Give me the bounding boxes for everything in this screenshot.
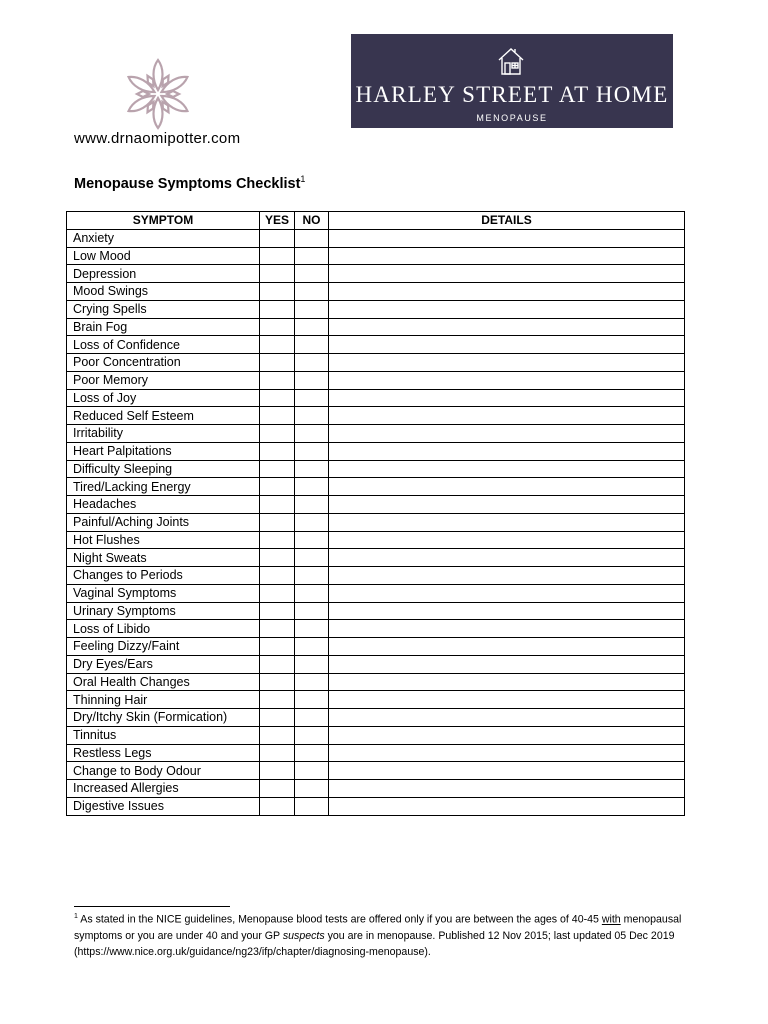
table-row — [67, 726, 685, 744]
yes-cell[interactable] — [260, 567, 295, 585]
footnote-divider — [74, 906, 230, 907]
details-cell[interactable] — [329, 584, 685, 602]
symptom-cell: Loss of Libido — [67, 620, 260, 638]
table-row — [67, 567, 685, 585]
table-row — [67, 354, 685, 372]
table-row — [67, 407, 685, 425]
no-cell[interactable] — [295, 371, 329, 389]
no-cell[interactable] — [295, 744, 329, 762]
brand-logo — [351, 34, 673, 128]
yes-cell[interactable] — [260, 638, 295, 656]
table-row — [67, 283, 685, 301]
details-cell[interactable] — [329, 797, 685, 815]
page-title-text: Menopause Symptoms Checklist — [74, 175, 301, 192]
yes-cell[interactable] — [260, 602, 295, 620]
no-cell[interactable] — [295, 389, 329, 407]
table-row — [67, 744, 685, 762]
symptom-cell: Heart Palpitations — [67, 442, 260, 460]
symptom-cell: Dry Eyes/Ears — [67, 655, 260, 673]
yes-cell[interactable] — [260, 407, 295, 425]
no-cell[interactable] — [295, 531, 329, 549]
house-icon — [497, 46, 525, 76]
details-cell[interactable] — [329, 354, 685, 372]
yes-cell[interactable] — [260, 389, 295, 407]
no-cell[interactable] — [295, 496, 329, 514]
symptom-cell: Difficulty Sleeping — [67, 460, 260, 478]
yes-cell[interactable] — [260, 584, 295, 602]
no-cell[interactable] — [295, 638, 329, 656]
symptom-cell: Changes to Periods — [67, 567, 260, 585]
symptom-cell: Thinning Hair — [67, 691, 260, 709]
yes-cell[interactable] — [260, 549, 295, 567]
no-cell[interactable] — [295, 762, 329, 780]
yes-cell[interactable] — [260, 354, 295, 372]
symptoms-table — [66, 211, 685, 816]
table-row — [67, 780, 685, 798]
no-cell[interactable] — [295, 584, 329, 602]
table-row — [67, 762, 685, 780]
symptom-cell: Hot Flushes — [67, 531, 260, 549]
yes-cell[interactable] — [260, 620, 295, 638]
footnote-marker: 1 — [74, 913, 78, 920]
details-cell[interactable] — [329, 567, 685, 585]
yes-cell[interactable] — [260, 265, 295, 283]
table-row — [67, 247, 685, 265]
details-cell[interactable] — [329, 283, 685, 301]
symptom-cell: Tinnitus — [67, 726, 260, 744]
details-cell[interactable] — [329, 709, 685, 727]
symptom-cell: Headaches — [67, 496, 260, 514]
symptom-cell: Brain Fog — [67, 318, 260, 336]
symptom-cell: Irritability — [67, 425, 260, 443]
yes-cell[interactable] — [260, 655, 295, 673]
table-body — [67, 229, 685, 815]
yes-cell[interactable] — [260, 513, 295, 531]
yes-cell[interactable] — [260, 496, 295, 514]
brand-name: HARLEY STREET AT HOME — [355, 82, 669, 107]
no-cell[interactable] — [295, 797, 329, 815]
no-cell[interactable] — [295, 460, 329, 478]
yes-cell[interactable] — [260, 797, 295, 815]
table-row — [67, 318, 685, 336]
no-cell[interactable] — [295, 655, 329, 673]
symptom-cell: Anxiety — [67, 229, 260, 247]
symptom-cell: Night Sweats — [67, 549, 260, 567]
no-cell[interactable] — [295, 691, 329, 709]
details-cell[interactable] — [329, 513, 685, 531]
page-title — [74, 174, 305, 192]
footnote-reference: 1 — [300, 174, 306, 184]
table-row — [67, 371, 685, 389]
symptom-cell: Change to Body Odour — [67, 762, 260, 780]
details-cell[interactable] — [329, 460, 685, 478]
table-row — [67, 549, 685, 567]
table-row — [67, 478, 685, 496]
table-row — [67, 229, 685, 247]
table-row — [67, 425, 685, 443]
yes-cell[interactable] — [260, 336, 295, 354]
symptom-cell: Low Mood — [67, 247, 260, 265]
symptom-cell: Restless Legs — [67, 744, 260, 762]
table-row — [67, 300, 685, 318]
yes-cell[interactable] — [260, 531, 295, 549]
header-yes: YES — [260, 212, 295, 230]
details-cell[interactable] — [329, 496, 685, 514]
symptom-cell: Mood Swings — [67, 283, 260, 301]
table-row — [67, 496, 685, 514]
details-cell[interactable] — [329, 744, 685, 762]
no-cell[interactable] — [295, 265, 329, 283]
no-cell[interactable] — [295, 247, 329, 265]
symptom-cell: Increased Allergies — [67, 780, 260, 798]
no-cell[interactable] — [295, 602, 329, 620]
yes-cell[interactable] — [260, 283, 295, 301]
symptom-cell: Vaginal Symptoms — [67, 584, 260, 602]
table-header-row — [67, 212, 685, 230]
yes-cell[interactable] — [260, 726, 295, 744]
details-cell[interactable] — [329, 318, 685, 336]
symptom-cell: Crying Spells — [67, 300, 260, 318]
table-row — [67, 620, 685, 638]
details-cell[interactable] — [329, 691, 685, 709]
symptom-cell: Oral Health Changes — [67, 673, 260, 691]
table-row — [67, 691, 685, 709]
table-row — [67, 709, 685, 727]
footnote-text: you are in menopause. Published 12 Nov 2015; last updated 05 Dec 2019 (https://www.nice.org.uk/guidance/ng23/ifp/chapter/diagnosing-menopause). — [74, 929, 675, 958]
details-cell[interactable] — [329, 336, 685, 354]
symptom-cell: Feeling Dizzy/Faint — [67, 638, 260, 656]
table-row — [67, 513, 685, 531]
no-cell[interactable] — [295, 336, 329, 354]
no-cell[interactable] — [295, 780, 329, 798]
details-cell[interactable] — [329, 673, 685, 691]
table-row — [67, 584, 685, 602]
details-cell[interactable] — [329, 726, 685, 744]
details-cell[interactable] — [329, 602, 685, 620]
details-cell[interactable] — [329, 247, 685, 265]
yes-cell[interactable] — [260, 247, 295, 265]
table-row — [67, 265, 685, 283]
footnote-text: As stated in the NICE guidelines, Menopause blood tests are offered only if you are between the ages of 40-45 — [77, 913, 602, 926]
table-row — [67, 602, 685, 620]
yes-cell[interactable] — [260, 673, 295, 691]
no-cell[interactable] — [295, 620, 329, 638]
no-cell[interactable] — [295, 513, 329, 531]
yes-cell[interactable] — [260, 229, 295, 247]
no-cell[interactable] — [295, 354, 329, 372]
table-row — [67, 655, 685, 673]
no-cell[interactable] — [295, 283, 329, 301]
brand-subtitle: MENOPAUSE — [476, 113, 548, 123]
symptom-cell: Depression — [67, 265, 260, 283]
table-row — [67, 531, 685, 549]
details-cell[interactable] — [329, 229, 685, 247]
no-cell[interactable] — [295, 709, 329, 727]
symptom-cell: Loss of Confidence — [67, 336, 260, 354]
yes-cell[interactable] — [260, 371, 295, 389]
details-cell[interactable] — [329, 407, 685, 425]
no-cell[interactable] — [295, 567, 329, 585]
footnote-italic-text: suspects — [282, 929, 325, 942]
no-cell[interactable] — [295, 300, 329, 318]
yes-cell[interactable] — [260, 460, 295, 478]
yes-cell[interactable] — [260, 709, 295, 727]
yes-cell[interactable] — [260, 442, 295, 460]
details-cell[interactable] — [329, 549, 685, 567]
yes-cell[interactable] — [260, 780, 295, 798]
details-cell[interactable] — [329, 265, 685, 283]
no-cell[interactable] — [295, 318, 329, 336]
yes-cell[interactable] — [260, 425, 295, 443]
details-cell[interactable] — [329, 620, 685, 638]
yes-cell[interactable] — [260, 300, 295, 318]
yes-cell[interactable] — [260, 691, 295, 709]
table-row — [67, 460, 685, 478]
table-row — [67, 389, 685, 407]
no-cell[interactable] — [295, 549, 329, 567]
yes-cell[interactable] — [260, 478, 295, 496]
details-cell[interactable] — [329, 655, 685, 673]
table-row — [67, 336, 685, 354]
no-cell[interactable] — [295, 425, 329, 443]
no-cell[interactable] — [295, 229, 329, 247]
details-cell[interactable] — [329, 531, 685, 549]
yes-cell[interactable] — [260, 318, 295, 336]
header-symptom: SYMPTOM — [67, 212, 260, 230]
no-cell[interactable] — [295, 726, 329, 744]
header-no: NO — [295, 212, 329, 230]
symptom-cell: Urinary Symptoms — [67, 602, 260, 620]
symptom-cell: Poor Concentration — [67, 354, 260, 372]
details-cell[interactable] — [329, 425, 685, 443]
symptom-cell: Dry/Itchy Skin (Formication) — [67, 709, 260, 727]
yes-cell[interactable] — [260, 762, 295, 780]
footnote — [74, 909, 694, 960]
table-row — [67, 442, 685, 460]
details-cell[interactable] — [329, 780, 685, 798]
no-cell[interactable] — [295, 407, 329, 425]
footnote-underlined-text: with — [601, 913, 621, 926]
details-cell[interactable] — [329, 478, 685, 496]
details-cell[interactable] — [329, 389, 685, 407]
no-cell[interactable] — [295, 478, 329, 496]
website-url: www.drnaomipotter.com — [74, 130, 241, 147]
no-cell[interactable] — [295, 673, 329, 691]
table-row — [67, 797, 685, 815]
symptom-cell: Tired/Lacking Energy — [67, 478, 260, 496]
details-cell[interactable] — [329, 371, 685, 389]
yes-cell[interactable] — [260, 744, 295, 762]
details-cell[interactable] — [329, 762, 685, 780]
no-cell[interactable] — [295, 442, 329, 460]
symptom-cell: Poor Memory — [67, 371, 260, 389]
symptom-cell: Reduced Self Esteem — [67, 407, 260, 425]
details-cell[interactable] — [329, 442, 685, 460]
footnote-text: menopausal symptoms or you are under 40 and your GP — [74, 913, 682, 942]
symptom-cell: Digestive Issues — [67, 797, 260, 815]
symptom-cell: Loss of Joy — [67, 389, 260, 407]
flower-logo-icon — [118, 56, 198, 132]
table-row — [67, 673, 685, 691]
table-row — [67, 638, 685, 656]
header-details: DETAILS — [329, 212, 685, 230]
details-cell[interactable] — [329, 638, 685, 656]
details-cell[interactable] — [329, 300, 685, 318]
symptom-cell: Painful/Aching Joints — [67, 513, 260, 531]
